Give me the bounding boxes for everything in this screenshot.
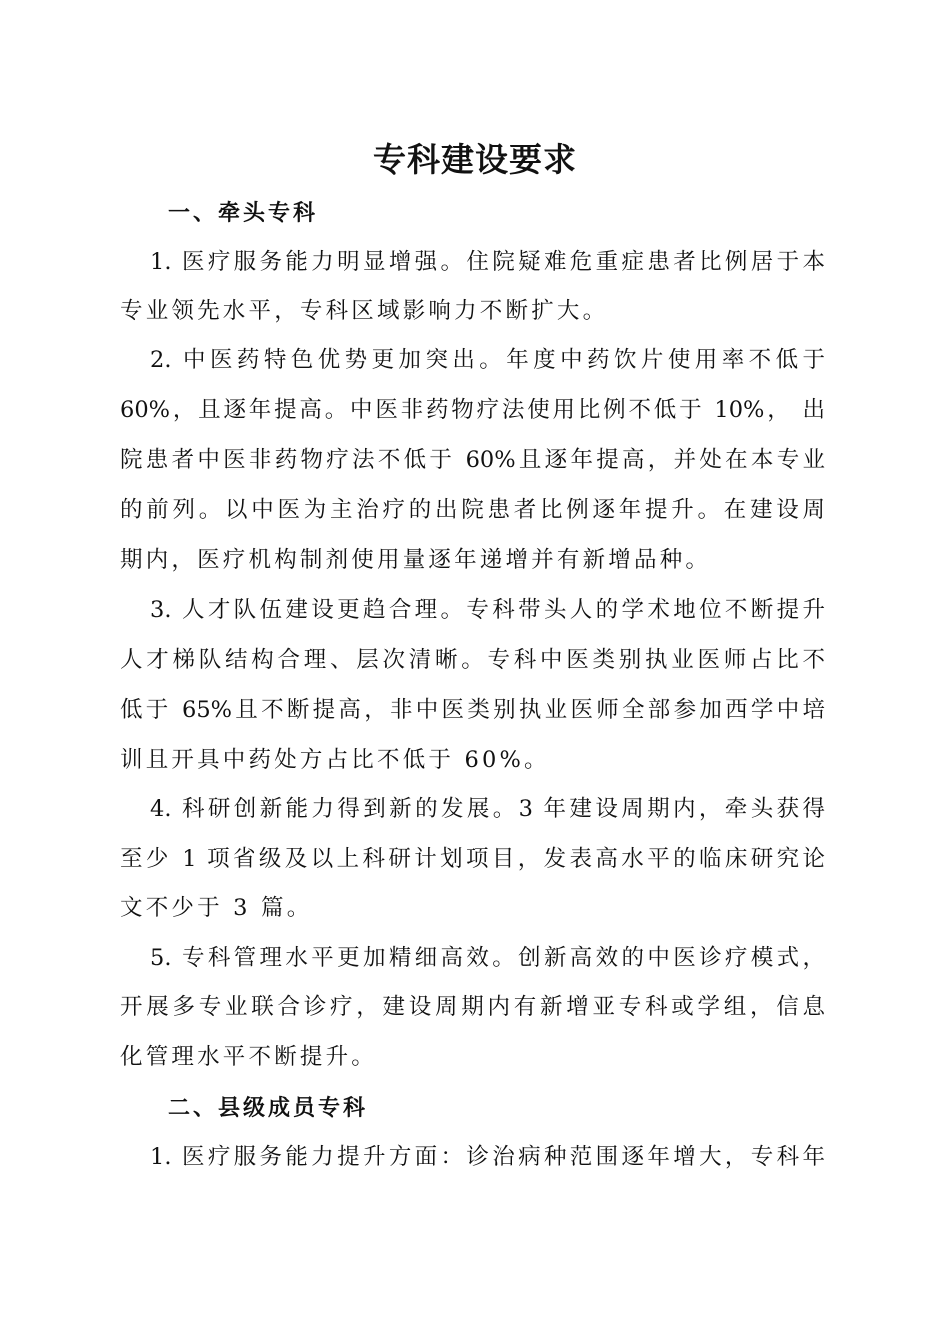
paragraph-line: 化管理水平不断提升。: [120, 1044, 378, 1070]
paragraph-line: 人才梯队结构合理、层次清晰。专科中医类别执业医师占比不: [120, 647, 825, 673]
section-heading-lead-specialty: 一、牵头专科: [168, 200, 319, 226]
paragraph-line: 的前列。以中医为主治疗的出院患者比例逐年提升。在建设周: [120, 497, 825, 523]
paragraph-line: 院患者中医非药物疗法不低于 60%且逐年提高，并处在本专业: [120, 447, 825, 473]
document-title: 专科建设要求: [373, 140, 577, 179]
paragraph-line: 1. 医疗服务能力明显增强。住院疑难危重症患者比例居于本: [150, 249, 825, 275]
paragraph-line: 开展多专业联合诊疗，建设周期内有新增亚专科或学组，信息: [120, 994, 825, 1020]
paragraph-line: 5. 专科管理水平更加精细高效。创新高效的中医诊疗模式，: [150, 945, 825, 971]
paragraph-line: 训且开具中药处方占比不低于 60%。: [120, 747, 550, 773]
paragraph-line: 4. 科研创新能力得到新的发展。3 年建设周期内，牵头获得: [150, 796, 825, 822]
paragraph-line: 文不少于 3 篇。: [120, 895, 313, 921]
paragraph-line: 至少 1 项省级及以上科研计划项目，发表高水平的临床研究论: [120, 846, 825, 872]
section-heading-county-member: 二、县级成员专科: [168, 1095, 369, 1121]
paragraph-line: 1. 医疗服务能力提升方面：诊治病种范围逐年增大，专科年: [150, 1144, 825, 1170]
paragraph-line: 3. 人才队伍建设更趋合理。专科带头人的学术地位不断提升: [150, 597, 825, 623]
paragraph-line: 低于 65%且不断提高，非中医类别执业医师全部参加西学中培: [120, 697, 825, 723]
paragraph-line: 60%，且逐年提高。中医非药物疗法使用比例不低于 10%， 出: [120, 397, 825, 423]
paragraph-line: 专业领先水平，专科区域影响力不断扩大。: [120, 298, 609, 324]
paragraph-line: 2. 中医药特色优势更加突出。年度中药饮片使用率不低于: [150, 347, 825, 373]
paragraph-line: 期内，医疗机构制剂使用量逐年递增并有新增品种。: [120, 547, 712, 573]
